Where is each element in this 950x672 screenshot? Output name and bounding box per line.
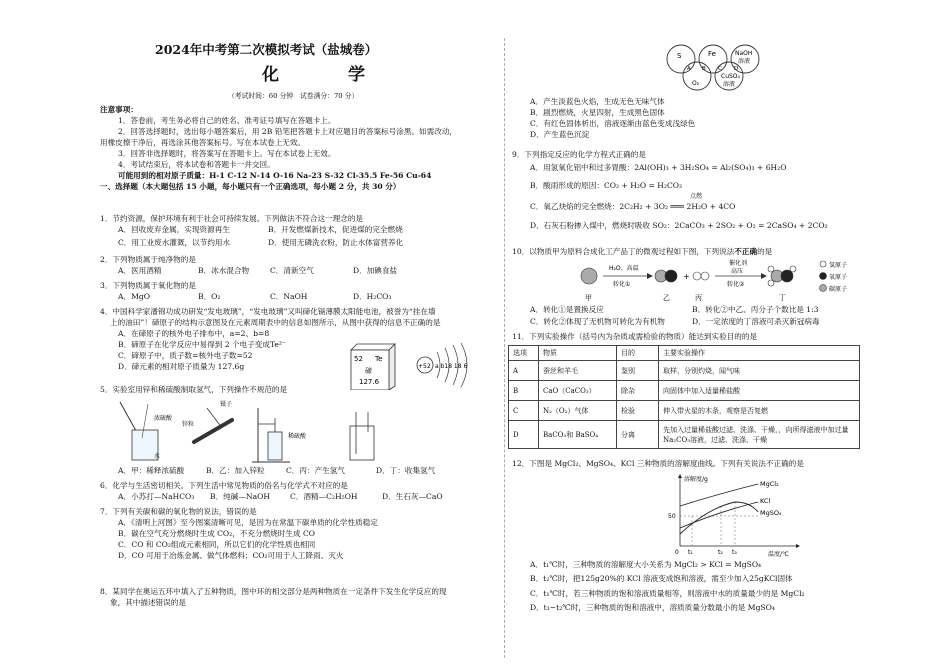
ring-naoh-sol: 溶液 [738,58,751,65]
series-mgso4-label: MgSO₄ [760,509,782,517]
q8-stem-1: 8．某同学在奥运五环中填入了五种物质，图中环的相交部分是两种物质在一定条件下发生化学反应的现 [100,587,447,596]
q5-option-a: A．甲：稀释浓硫酸 [118,466,185,475]
y-axis-label: 溶解度/g [684,476,708,483]
q9-option-c-condition: 点燃 [690,192,703,200]
q10-stem [512,246,862,257]
legend-h: 氢原子 [829,262,848,269]
q1-stem: 1．节约资源，保护环境有利于社会可持续发展。下列做法不符合这一理念的是 [100,214,364,223]
ring-naoh: NaOH [735,50,753,57]
note-2a: 2．回答选择题时，选出每小题答案后，用 2B 铅笔把答题卡上对应题目的答案标号涂黑。如需改动， [118,127,458,136]
q10-stem-pre: 10．以物质甲为原料合成化工产品丁的微观过程如下图，下列说法 [512,247,735,256]
cell-mass: 127.6 [359,378,380,386]
molecule-bing [693,272,709,280]
q9-option-a [512,161,862,174]
q9-option-b [512,179,862,192]
q6-stem: 6．化学与生活密切相关。下列生活中常见物质的俗名与化学式不对应的是 [100,481,348,490]
q11-header: 选项 [509,346,539,361]
q12-option-d: D．t₁~t₂℃时，三种物质的饱和溶液中，溶质质量分数最小的是 MgSO₄ [530,603,775,613]
q11-header-row [509,346,860,361]
q12-option-c: C．t₁℃时，若三种物质的饱和溶液质量相等，则溶液中水的质量最少的是 MgCl₂ [530,588,805,598]
q11-cell: B [509,381,539,401]
exam-title: 2024年中考第二次模拟考试（盐城卷） [155,42,378,57]
q8-option-a: A．产生淡蓝色火焰，生成无色无味气体 [530,97,665,106]
q4-option-b: B．碲原子在化学反应中易得到 2 个电子变成Te²⁻ [118,340,286,349]
q9-option-b-label: B．酸雨形成的原因： [530,180,604,190]
reaction-micro-figure [575,258,865,304]
q4-option-d: D．碲元素的相对原子质量为 127.6g [118,362,245,371]
x-tick-t3: t₃ [732,549,737,556]
q12-stem: 12．下图是 MgCl₂、MgSO₄、KCl 三种物质的溶解度曲线。下列有关说法不正确的是 [512,459,804,468]
q10-stem-emphasis: 不正确 [734,247,758,256]
curve-mgso4 [680,502,758,534]
question-3 [100,280,498,305]
label-water: 水 [154,453,161,460]
q2-stem: 2．下列物质属于纯净物的是 [100,255,196,264]
q3-option-d: D．H₂CO₃ [353,292,392,301]
question-10 [512,246,862,257]
label-yi: 乙 [663,294,670,302]
question-5 [100,384,498,395]
ring-o2: O₂ [692,80,700,87]
q4-stem-2: 上的油田”！碲原子的结构示意图及在元素周期表中的信息如图所示，从图中获得的信息不正确的是 [110,318,441,327]
label-acid: 浓硫酸 [154,415,173,422]
q12-options [512,558,862,616]
column-divider [504,38,505,658]
label-ding: 丁 [779,294,786,302]
q11-cell: C [509,401,539,421]
question-6 [100,480,498,505]
q2-option-b: B．冰水混合物 [198,266,250,275]
q10-stem-post: 的是 [757,247,773,256]
atomic-structure-diagram [417,343,467,387]
q10-option-b: B．转化②中乙、丙分子个数比是 1:3 [692,305,819,314]
q12-option-a: A．t₁℃时，三种物质的溶解度大小关系为 MgCl₂ > KCl = MgSO₄ [530,560,762,569]
q11-cell: 蚕丝和羊毛 [539,361,617,381]
table-row [509,421,860,449]
q11-header: 主要实验操作 [659,346,860,361]
q4-stem-1: 4．中国科学家潘锦功成功研发“发电玻璃”，“发电玻璃”又叫碲化镉薄膜太阳能电池，被誉为“挂在墙 [100,307,436,316]
question-8-stem [100,586,498,608]
legend-o: 氧原子 [829,274,848,281]
q2-option-a: A．医用酒精 [118,266,162,275]
arrow2-pressure: 高压 [731,268,744,275]
legend-c: 碳原子 [829,286,848,293]
q7-stem: 7．下列有关碳和碳的氧化物的说法，错误的是 [100,507,257,516]
q4-option-a: A．在碲原子的核外电子排布中，a=2、b=8 [118,329,270,338]
q11-cell: A [509,361,539,381]
question-2 [100,254,498,279]
q11-cell: 伸入带火星的木条，观察是否复燃 [659,401,860,421]
q11-cell: N₂（O₂）气体 [539,401,617,421]
q11-cell: 先加入过量稀盐酸过滤、洗涤、干燥，，向所得滤液中加过量 Na₂CO₃溶液，过滤、洗涤、干燥 [659,421,860,449]
ring-cuso4: CuSO₄ [721,73,740,80]
series-mgcl2-label: MgCl₂ [760,480,779,488]
x-tick-t2: t₂ [718,549,723,556]
q10-option-a: A．转化①是置换反应 [530,305,604,314]
cell-atomic-number: 52 [354,355,363,363]
molecule-yi [655,270,677,282]
question-9 [512,148,862,232]
q7-option-a: A．《清明上河图》至今图案清晰可见，是因为在常温下碳单质的化学性质稳定 [118,518,378,527]
q7-option-b: B．碳在空气充分燃烧时生成 CO₂，不充分燃烧时生成 CO [118,529,315,538]
q8-option-c: C．有红色固体析出，溶液逐渐由蓝色变成浅绿色 [530,119,696,128]
q10-option-c: C．转化②体现了无机物可转化为有机物 [530,317,665,326]
q1-option-d: D．使用无磷洗衣粉，防止水体富营养化 [268,238,404,247]
q11-cell: 向固体中加入适量稀盐酸 [659,381,860,401]
molecule-jia [581,268,597,284]
q1-option-b: B．开发燃煤新技术，促进煤的完全燃烧 [268,225,403,234]
generator-flask [252,408,307,462]
question-1 [100,213,498,252]
exam-info: （考试时间：60 分钟 试卷满分：70 分） [228,92,359,100]
note-2b: 用橡皮擦干净后，再选涂其他答案标号。写在本试卷上无效。 [100,138,306,147]
q2-option-c: C．清新空气 [270,266,314,275]
q6-option-a: A．小苏打—NaHCO₃ [118,492,195,501]
q11-cell: 分离 [617,421,659,449]
olympic-rings-figure [662,42,772,94]
q5-stem: 5．实验室用锌和稀硫酸制取氢气，下列操作不规范的是 [100,385,288,394]
q10-option-d: D．一定浓度的丁溶液可杀灭新冠病毒 [692,317,820,326]
question-11-stem [512,331,862,342]
subject-title: 化 学 [262,65,391,85]
intersection-b: B [702,66,706,72]
q5-option-b: B．乙：加入锌粒 [206,466,265,475]
q12-option-b: B．t₂℃时，把125g20%的 KCl 溶液变成饱和溶液，需至少加入25gKCl固体 [530,574,793,584]
table-row [509,401,860,421]
arrow1-condition: H₂O、高温 [609,265,639,272]
label-zinc: 锌粒 [182,421,195,428]
legend-c-marker [820,285,827,292]
test-tube-zinc [182,400,232,442]
q7-option-c: C．CO 和 CO₂组成元素相同，所以它们的化学性质也相同 [118,540,316,549]
ring-s: S [677,52,682,60]
q9-option-d-label: D．石灰石粉掺入煤中，燃烧时吸收 SO₂： [530,221,675,231]
intersection-d: D [734,66,739,72]
q9-option-a-eq: 2Al(OH)₃ + 3H₂SO₄ = Al₂(SO₄)₃ + 6H₂O [634,163,787,173]
plus-sign: + [683,272,690,281]
q10-options [512,304,862,328]
legend-o-marker [820,273,827,280]
intersection-a: A [687,66,691,72]
q5-options [100,465,498,479]
x-tick-0: 0 [675,549,679,556]
q9-option-d-eq: 2CaCO₃ + 2SO₂ + O₂ = 2CaSO₄ + 2CO₂ [674,221,828,231]
ring-cuso4-sol: 溶液 [723,81,736,88]
legend-h-marker [820,261,826,267]
q6-option-d: D．生石灰—CaO [382,492,443,501]
y-tick-50: 50 [668,513,676,520]
label-jia: 甲 [585,294,592,302]
q9-option-d [512,219,862,232]
lab-apparatus-figure [112,398,402,468]
q11-cell: BaCO₃和 BaSO₄ [539,421,617,449]
cell-symbol: Te [375,355,383,363]
q9-option-b-eq: CO₂ + H₂O = H₂CO₃ [603,180,683,190]
q11-cell: 取样，分别灼烧，闻气味 [659,361,860,381]
section-1-heading: 一、选择题（本大题包括 15 小题，每小题只有一个正确选项，每小题 2 分，共 30 分） [100,182,401,191]
q8-options [512,96,862,140]
q11-cell: 鉴别 [617,361,659,381]
q11-cell: 检验 [617,401,659,421]
shell-labels: a b18 18 6 [435,363,468,370]
cell-name: 碲 [365,367,372,375]
solubility-curve-figure [658,472,808,558]
q8-option-b: B．剧烈燃烧，火星四射，生成黑色固体 [530,108,665,117]
q9-option-c [512,192,862,213]
molecule-ding [768,266,796,286]
q6-option-c: C．酒精—C₂H₅OH [290,492,358,501]
q3-option-b: B．O₂ [198,292,221,301]
nucleus-charge: +52 [418,363,431,370]
q11-cell: 除杂 [617,381,659,401]
q11-stem: 11．下列实验操作（括号内为杂质或需检验的物质）能达到实验目的的是 [512,332,758,341]
q11-cell: CaO（CaCO₃） [539,381,617,401]
note-3: 3．回答非选择题时，将答案写在答题卡上。写在本试卷上无效。 [118,149,336,158]
intersection-c: C [718,66,722,72]
atomic-masses: 可能用到的相对原子质量：H-1 C-12 N-14 O-16 Na-23 S-32 Cl-35.5 Fe-56 Cu-64 [118,171,432,180]
question-7 [100,506,498,561]
q8-stem-2: 象，其中描述错误的是 [110,598,186,607]
tellurium-figure [345,340,500,390]
label-tweezer: 镊子 [220,401,233,408]
note-1: 1．答卷前，考生务必将自己的姓名、准考证号填写在答题卡上。 [118,116,336,125]
note-4: 4．考试结束后，将本试卷和答题卡一并交回。 [118,160,275,169]
table-row [509,381,860,401]
q1-option-a: A．回收废弃金属，实现资源再生 [118,225,230,234]
curve-mgcl2 [680,484,758,506]
series-kcl-label: KCl [760,497,771,505]
q2-option-d: D．加碘食盐 [353,266,398,275]
q5-option-d: D．丁：收集氢气 [376,466,436,475]
arrow1-label: 转化① [613,281,631,288]
q3-option-a: A．MgO [118,292,150,301]
q7-option-d: D．CO 可用于冶炼金属、做气体燃料；CO₂可用于人工降雨、灭火 [118,551,344,560]
q9-option-c-label: C．氧乙炔焰的完全燃烧： [530,201,620,211]
gas-collection-bottle [350,412,374,460]
notes-heading: 注意事项： [100,105,138,114]
label-bing: 丙 [695,294,702,302]
q5-option-c: C．丙：产生氢气 [286,466,345,475]
table-row [509,361,860,381]
q1-option-c: C．用工业废水灌溉，以节约用水 [118,238,231,247]
q9-option-a-label: A．用氢氧化铝中和过多胃酸： [530,163,635,173]
q9-option-c-eq: 2C₂H₂ + 3O₂ ═══ 2H₂O + 4CO [619,201,736,211]
q11-cell: D [509,421,539,449]
notes-block [100,104,498,192]
q8-option-d: D．产生蓝色沉淀 [530,130,590,139]
q11-header: 目的 [617,346,659,361]
q6-option-b: B．纯碱—NaOH [210,492,270,501]
x-tick-t1: t₁ [688,549,693,556]
q4-option-c: C．碲原子中，质子数=核外电子数=52 [118,351,253,360]
q9-stem: 9．下列指定反应的化学方程式正确的是 [512,150,646,159]
q11-table [508,345,860,449]
arrow2-catalyst: 催化剂 [729,260,748,267]
question-12-stem [512,458,862,469]
q11-header: 物质 [539,346,617,361]
q3-stem: 3．下列物质属于氧化物的是 [100,281,196,290]
q3-option-c: C．NaOH [270,292,308,301]
label-dilute-acid: 稀硫酸 [288,433,307,440]
arrow2-label: 转化② [727,281,745,288]
x-axis-label: 温度/℃ [768,551,789,558]
ring-fe: Fe [708,50,716,58]
beaker-dilution [120,402,173,460]
